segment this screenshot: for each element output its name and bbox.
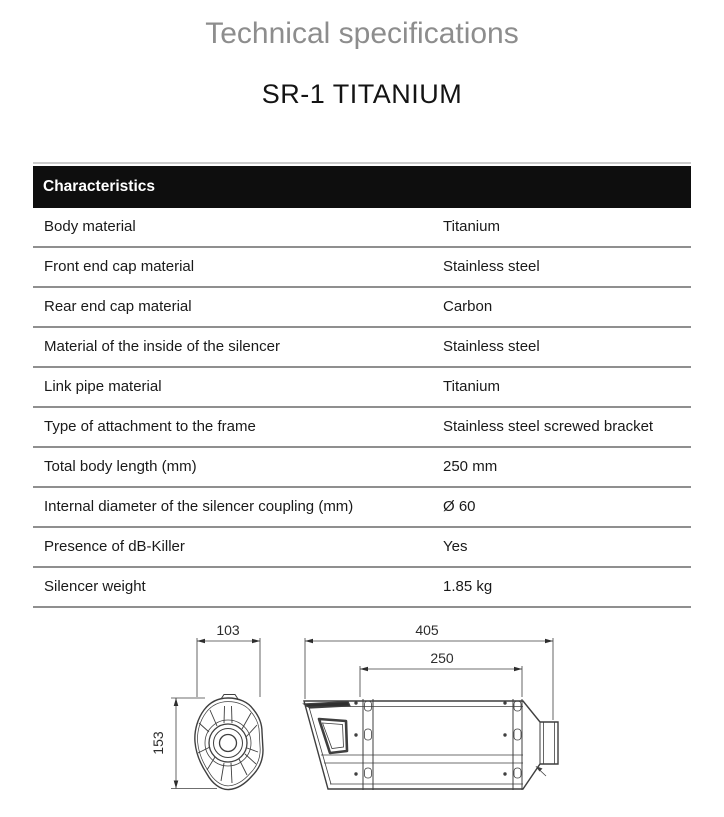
dim-label-405: 405 bbox=[415, 622, 439, 638]
table-row bbox=[33, 408, 691, 448]
spec-label: Front end cap material bbox=[44, 258, 195, 275]
spec-label: Internal diameter of the silencer coupling (mm) bbox=[44, 498, 354, 515]
dimension-250 bbox=[360, 650, 522, 697]
spec-label: Link pipe material bbox=[44, 378, 162, 395]
characteristics-table bbox=[33, 162, 691, 608]
product-name: SR-1 TITANIUM bbox=[261, 79, 463, 109]
spec-value: Stainless steel screwed bracket bbox=[443, 418, 654, 435]
technical-drawing bbox=[0, 618, 724, 801]
table-row bbox=[33, 248, 691, 288]
spec-value: Titanium bbox=[443, 218, 500, 235]
dim-label-250: 250 bbox=[430, 650, 454, 666]
dim-label-153: 153 bbox=[150, 731, 166, 755]
spec-label: Body material bbox=[44, 218, 136, 235]
front-clamp-band bbox=[354, 699, 373, 790]
side-view-drawing bbox=[304, 699, 558, 790]
spec-value: 1.85 kg bbox=[443, 578, 493, 595]
table-row bbox=[33, 368, 691, 408]
spec-value: Yes bbox=[443, 538, 468, 555]
table-row bbox=[33, 528, 691, 568]
spec-sheet bbox=[0, 16, 724, 801]
table-header: Characteristics bbox=[33, 166, 691, 208]
table-row bbox=[33, 568, 691, 608]
page-title: Technical specifications bbox=[205, 17, 519, 50]
spec-label: Material of the inside of the silencer bbox=[44, 338, 280, 355]
spec-label: Rear end cap material bbox=[44, 298, 192, 315]
table-row bbox=[33, 208, 691, 248]
spec-value: Ø 60 bbox=[443, 498, 476, 515]
table-row bbox=[33, 448, 691, 488]
spec-label: Type of attachment to the frame bbox=[44, 418, 256, 435]
spec-value: 250 mm bbox=[443, 458, 498, 475]
rear-clamp-band bbox=[503, 699, 522, 790]
spec-value: Titanium bbox=[443, 378, 500, 395]
spec-label: Silencer weight bbox=[44, 578, 146, 595]
table-row bbox=[33, 328, 691, 368]
dim-label-103: 103 bbox=[216, 622, 240, 638]
weld-arrow bbox=[536, 766, 547, 776]
spec-value: Carbon bbox=[443, 298, 493, 315]
spec-value: Stainless steel bbox=[443, 258, 540, 275]
table-row bbox=[33, 288, 691, 328]
end-view-spokes bbox=[198, 706, 258, 783]
spec-label: Total body length (mm) bbox=[44, 458, 197, 475]
dimension-103 bbox=[197, 622, 260, 697]
end-view-drawing bbox=[195, 695, 263, 790]
table-row bbox=[33, 488, 691, 528]
spec-value: Stainless steel bbox=[443, 338, 540, 355]
spec-label: Presence of dB-Killer bbox=[44, 538, 185, 555]
